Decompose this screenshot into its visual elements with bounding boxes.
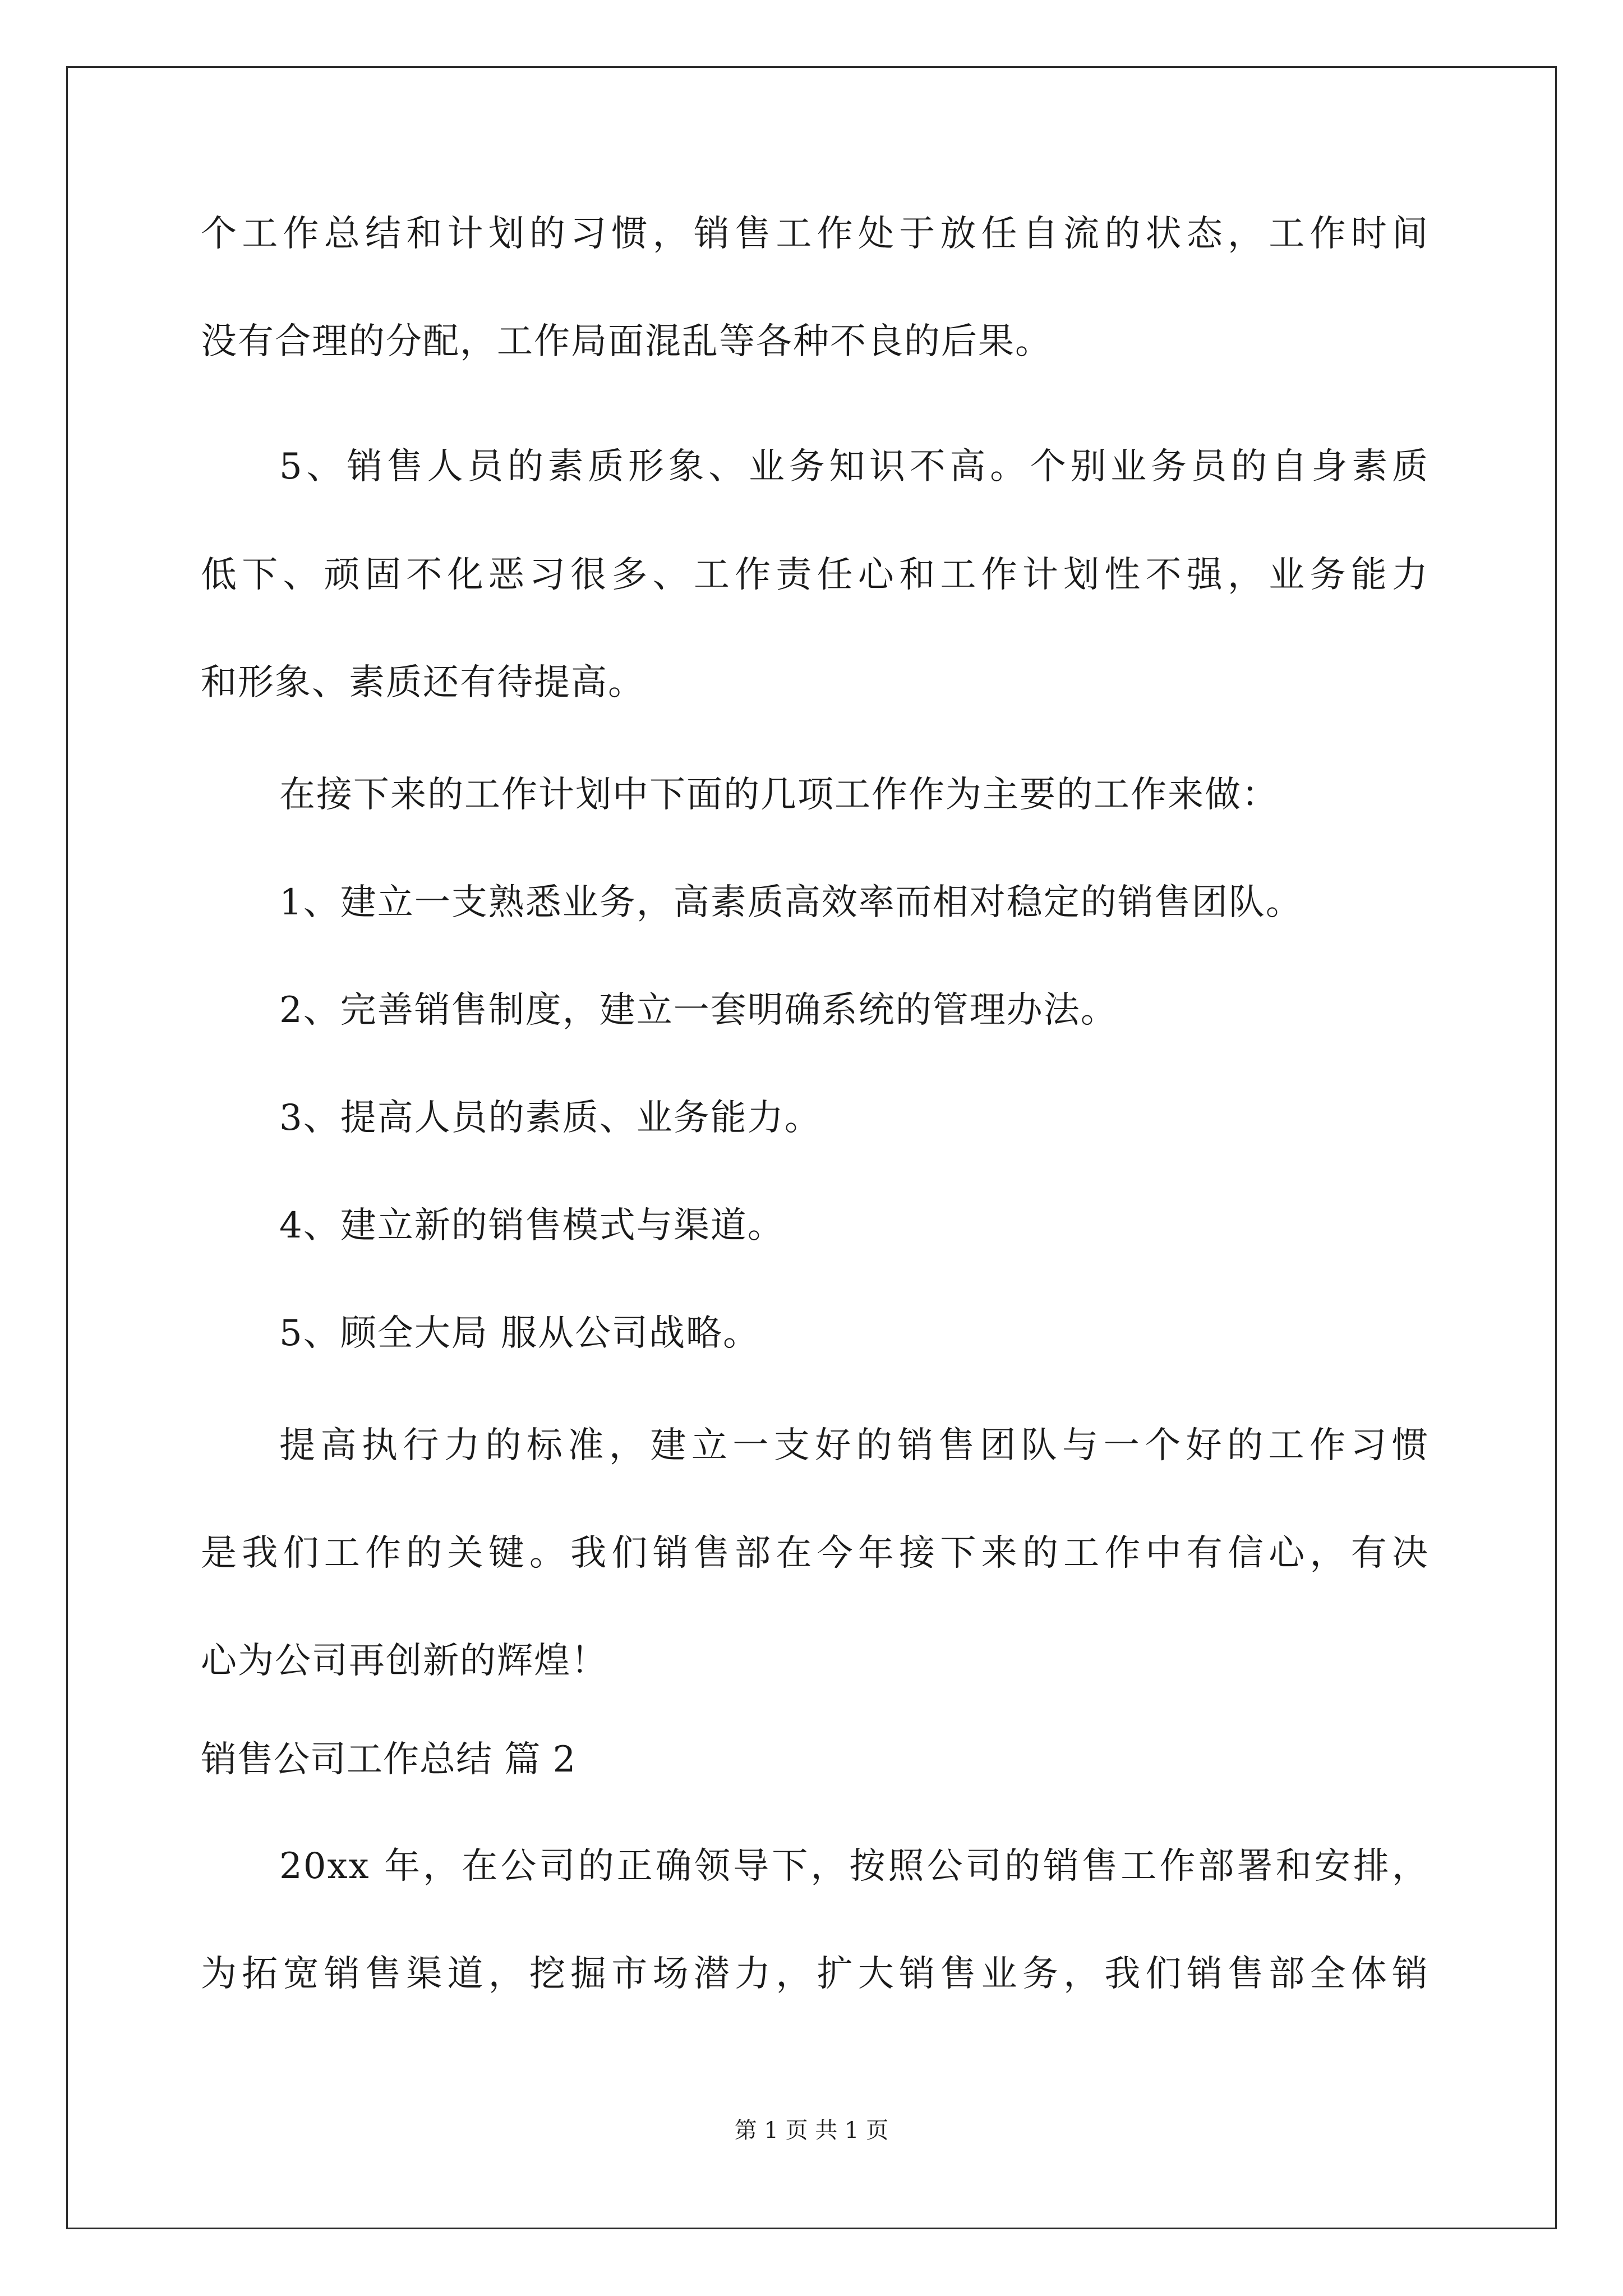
text-line: 是我们工作的关键。我们销售部在今年接下来的工作中有信心，有决 <box>201 1533 1429 1574</box>
text-line: 心为公司再创新的辉煌！ <box>201 1640 608 1682</box>
page-footer: 第 1 页 共 1 页 <box>734 2118 889 2143</box>
text-line: 个工作总结和计划的习惯，销售工作处于放任自流的状态，工作时间 <box>201 213 1429 255</box>
paragraph-first-line: 提高执行力的标准，建立一支好的销售团队与一个好的工作习惯 <box>279 1425 1429 1466</box>
paragraph-first-line: 在接下来的工作计划中下面的几项工作作为主要的工作来做： <box>279 774 1279 816</box>
text-line: 为拓宽销售渠道，挖掘市场潜力，扩大销售业务，我们销售部全体销 <box>201 1953 1429 1995</box>
paragraph-first-line: 20xx 年，在公司的正确领导下，按照公司的销售工作部署和安排， <box>279 1846 1429 1887</box>
paragraph-first-line: 5、销售人员的素质形象、业务知识不高。个别业务员的自身素质 <box>279 446 1429 487</box>
text-line: 和形象、素质还有待提高。 <box>201 662 645 703</box>
text-line: 没有合理的分配，工作局面混乱等各种不良的后果。 <box>201 321 1052 362</box>
list-item: 5、顾全大局 服从公司战略。 <box>279 1313 760 1354</box>
page-border <box>66 66 1557 2229</box>
section-heading: 销售公司工作总结 篇 2 <box>201 1739 577 1780</box>
text-line: 低下、顽固不化恶习很多、工作责任心和工作计划性不强，业务能力 <box>201 554 1429 596</box>
list-item: 2、完善销售制度，建立一套明确系统的管理办法。 <box>279 990 1118 1031</box>
list-item: 4、建立新的销售模式与渠道。 <box>279 1205 785 1246</box>
list-item: 3、提高人员的素质、业务能力。 <box>279 1097 822 1139</box>
list-item: 1、建立一支熟悉业务，高素质高效率而相对稳定的销售团队。 <box>279 882 1303 923</box>
